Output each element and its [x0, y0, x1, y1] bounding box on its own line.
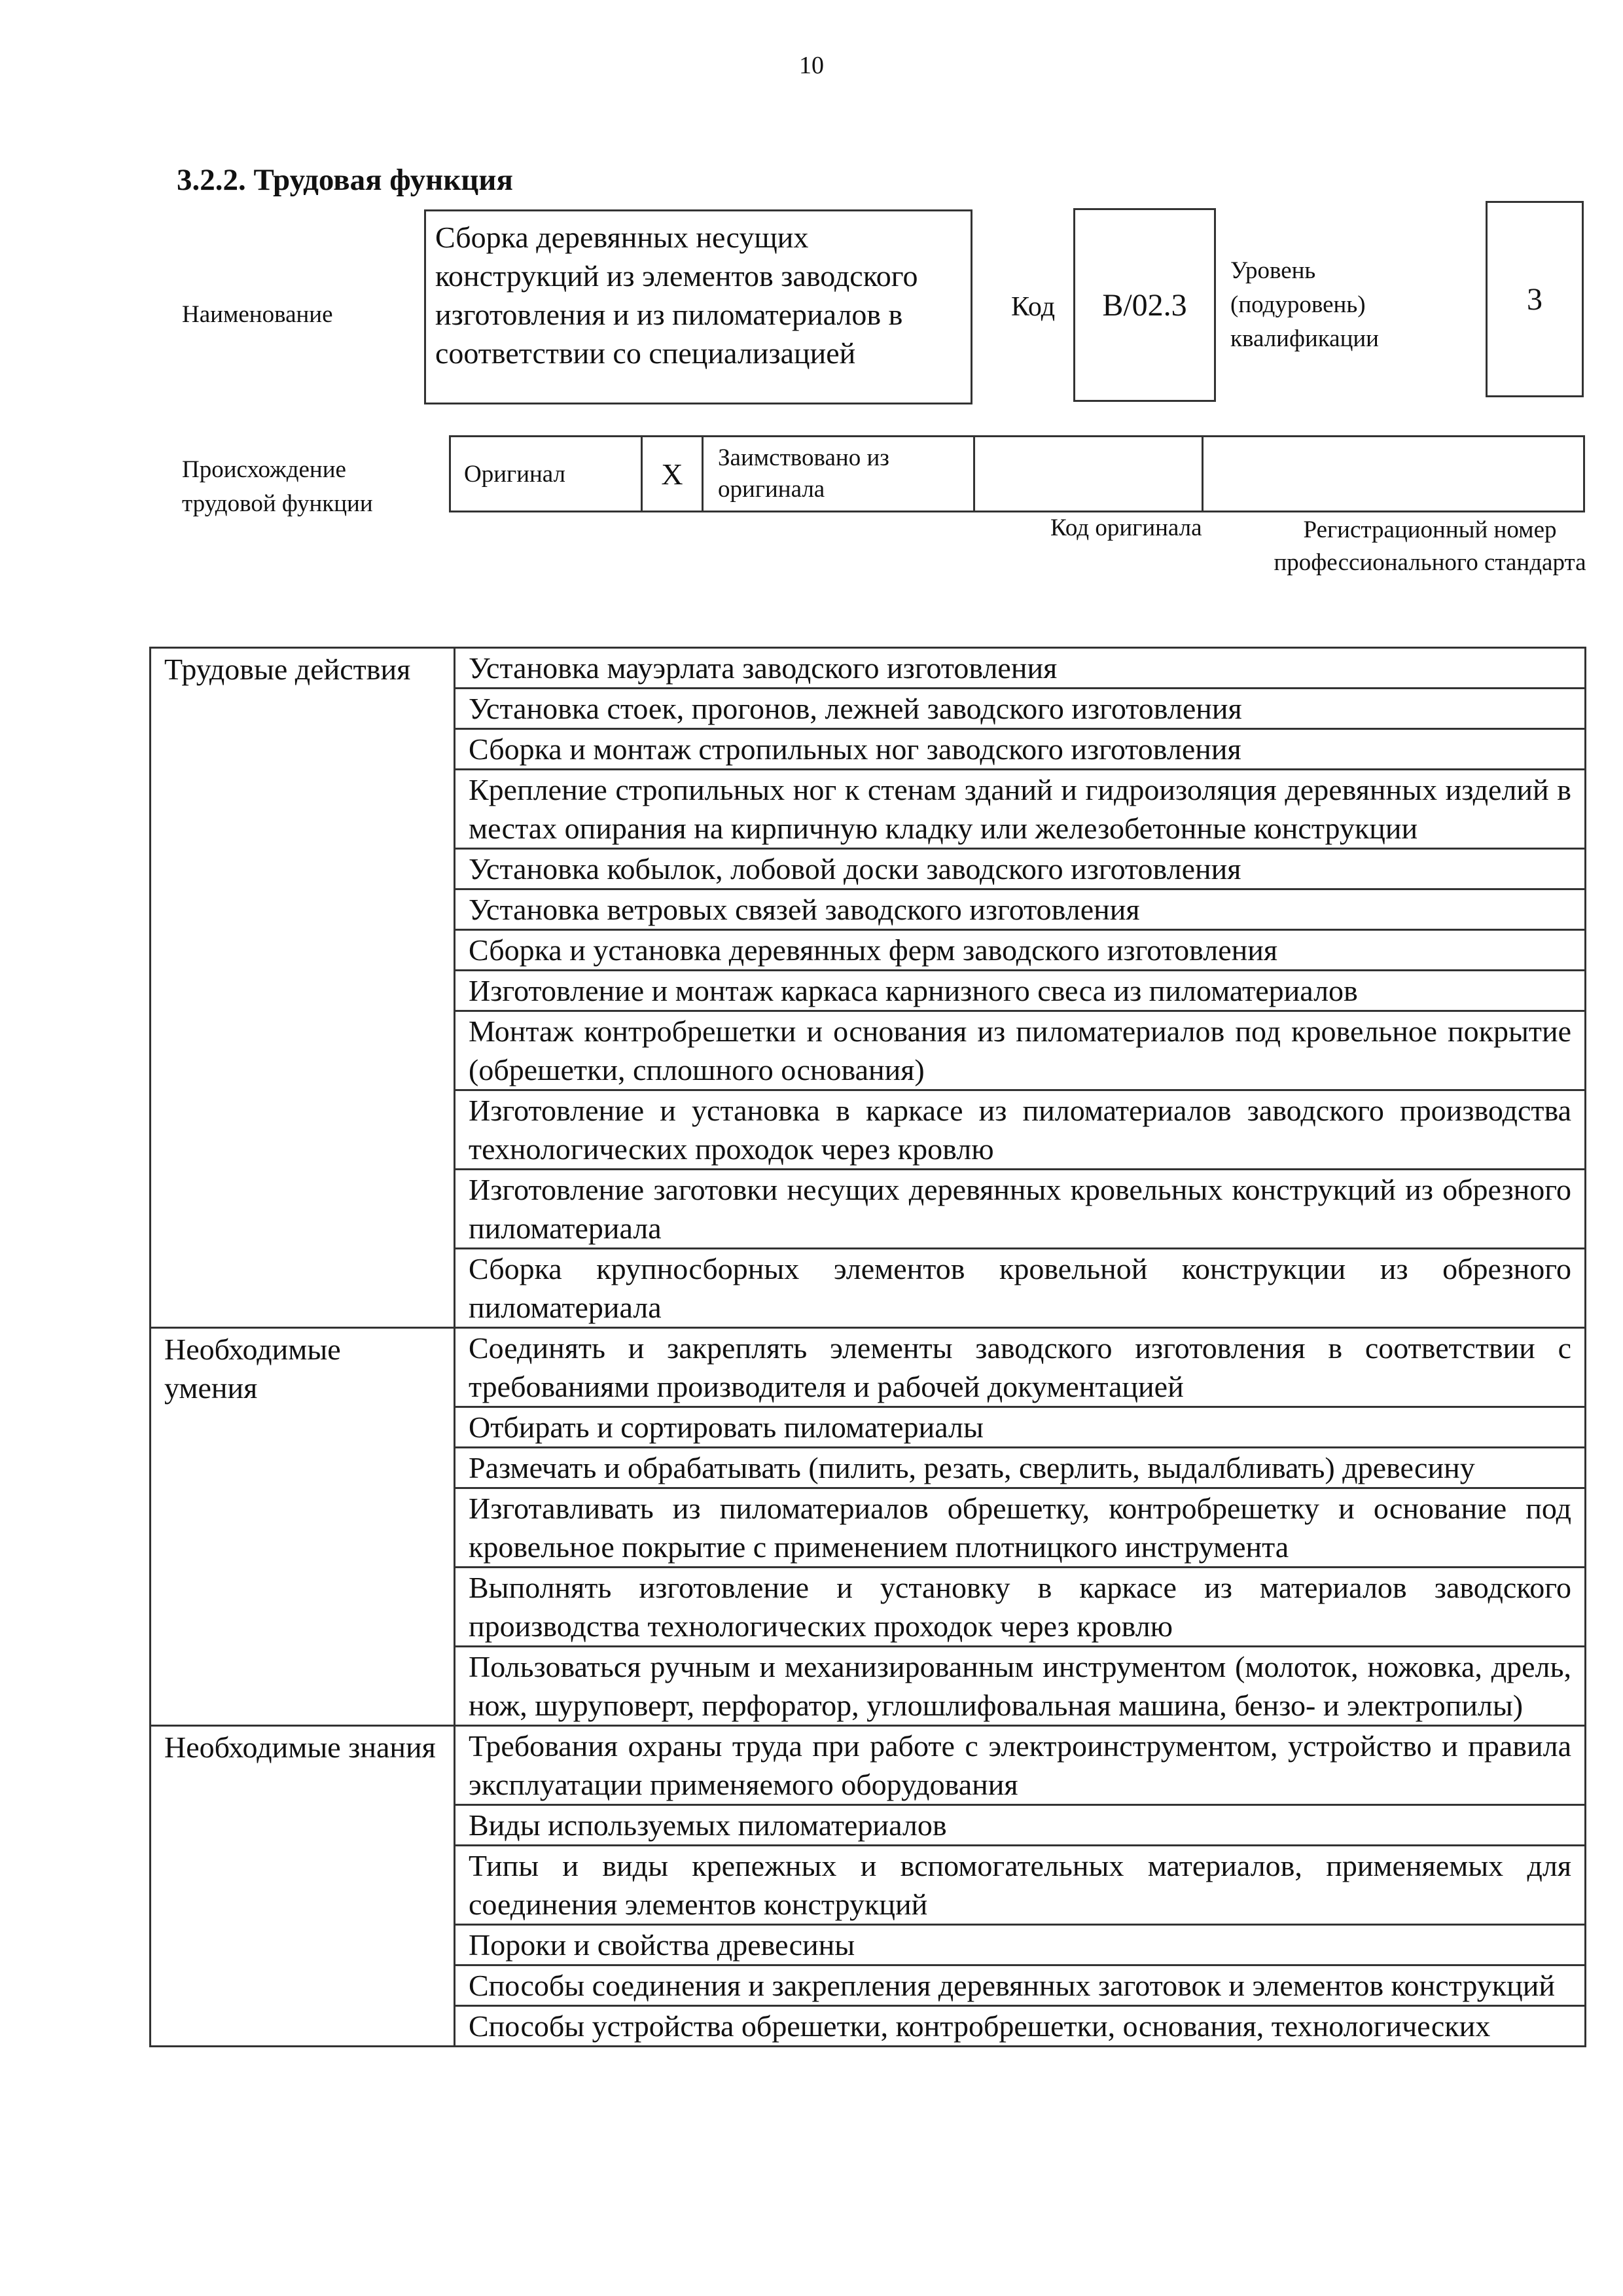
code-label: Код [1011, 292, 1056, 322]
section-item: Установка стоек, прогонов, лежней заводского изготовления [455, 689, 1586, 729]
table-row [151, 1328, 1586, 1407]
section-item: Способы устройства обрешетки, контробрешетки, основания, технологических [455, 2006, 1586, 2047]
section-item: Установка мауэрлата заводского изготовления [455, 648, 1586, 689]
code-original-cell [974, 437, 1203, 512]
section-item: Виды используемых пиломатериалов [455, 1805, 1586, 1846]
table-row [151, 1726, 1586, 1805]
origin-table [449, 435, 1585, 512]
section-heading: 3.2.2. Трудовая функция [177, 163, 513, 197]
origin-label [182, 453, 404, 521]
section-item: Изготовление и установка в каркасе из пиломатериалов заводского производства технологических проходок через кровлю [455, 1090, 1586, 1170]
function-details-table [149, 647, 1586, 2047]
level-value-box: 3 [1486, 201, 1584, 397]
section-item: Выполнять изготовление и установку в каркасе из материалов заводского производства технологических проходок через кровлю [455, 1568, 1586, 1647]
section-item: Монтаж контробрешетки и основания из пиломатериалов под кровельное покрытие (обрешетки, сплошного основания) [455, 1011, 1586, 1090]
section-item: Изготавливать из пиломатериалов обрешетку, контробрешетку и основание под кровельное покрытие с применением плотницкого инструмента [455, 1488, 1586, 1568]
level-label-text: Уровень (подуровень) квалификации [1230, 257, 1379, 352]
section-item: Сборка и установка деревянных ферм заводского изготовления [455, 930, 1586, 971]
section-item: Способы соединения и закрепления деревянных заготовок и элементов конструкций [455, 1965, 1586, 2006]
level-label [1230, 254, 1427, 356]
page-number: 10 [799, 52, 824, 79]
section-item: Изготовление заготовки несущих деревянных кровельных конструкций из обрезного пиломатериала [455, 1170, 1586, 1249]
code-original-caption: Код оригинала [1050, 514, 1202, 541]
section-item: Типы и виды крепежных и вспомогательных материалов, применяемых для соединения элементов конструкций [455, 1846, 1586, 1925]
section-item: Размечать и обрабатывать (пилить, резать, сверлить, выдалбливать) древесину [455, 1448, 1586, 1488]
section-item: Соединять и закреплять элементы заводского изготовления в соответствии с требованиями производителя и рабочей документацией [455, 1328, 1586, 1407]
original-label-cell: Оригинал [450, 437, 642, 512]
reg-number-caption: Регистрационный номер профессионального стандарта [1274, 516, 1586, 576]
section-item: Пороки и свойства древесины [455, 1925, 1586, 1965]
section-item: Установка кобылок, лобовой доски заводского изготовления [455, 849, 1586, 889]
section-title: Необходимые умения [151, 1328, 455, 1726]
function-name-box: Сборка деревянных несущих конструкций из элементов заводского изготовления и из пиломатериалов в соответствии со специализацией [424, 209, 972, 404]
section-item: Установка ветровых связей заводского изготовления [455, 889, 1586, 930]
section-item: Пользоваться ручным и механизированным инструментом (молоток, ножовка, дрель, нож, шуруповерт, перфоратор, углошлифовальная машина, бензо- и электропилы) [455, 1647, 1586, 1726]
section-title: Трудовые действия [151, 648, 455, 1328]
function-code-box: B/02.3 [1073, 208, 1216, 402]
section-item: Крепление стропильных ног к стенам зданий и гидроизоляция деревянных изделий в местах опирания на кирпичную кладку или железобетонные конструкции [455, 770, 1586, 849]
section-item: Сборка и монтаж стропильных ног заводского изготовления [455, 729, 1586, 770]
origin-label-text: Происхождение трудовой функции [182, 456, 373, 517]
original-mark-cell: X [642, 437, 703, 512]
section-title: Необходимые знания [151, 1726, 455, 2047]
section-item: Изготовление и монтаж каркаса карнизного свеса из пиломатериалов [455, 971, 1586, 1011]
table-row [151, 648, 1586, 689]
reg-number-cell [1203, 437, 1584, 512]
borrowed-label-cell: Заимствовано из оригинала [703, 437, 974, 512]
section-item: Отбирать и сортировать пиломатериалы [455, 1407, 1586, 1448]
section-item: Сборка крупносборных элементов кровельной конструкции из обрезного пиломатериала [455, 1249, 1586, 1328]
section-item: Требования охраны труда при работе с электроинструментом, устройство и правила эксплуатации применяемого оборудования [455, 1726, 1586, 1805]
name-label: Наименование [182, 301, 333, 328]
